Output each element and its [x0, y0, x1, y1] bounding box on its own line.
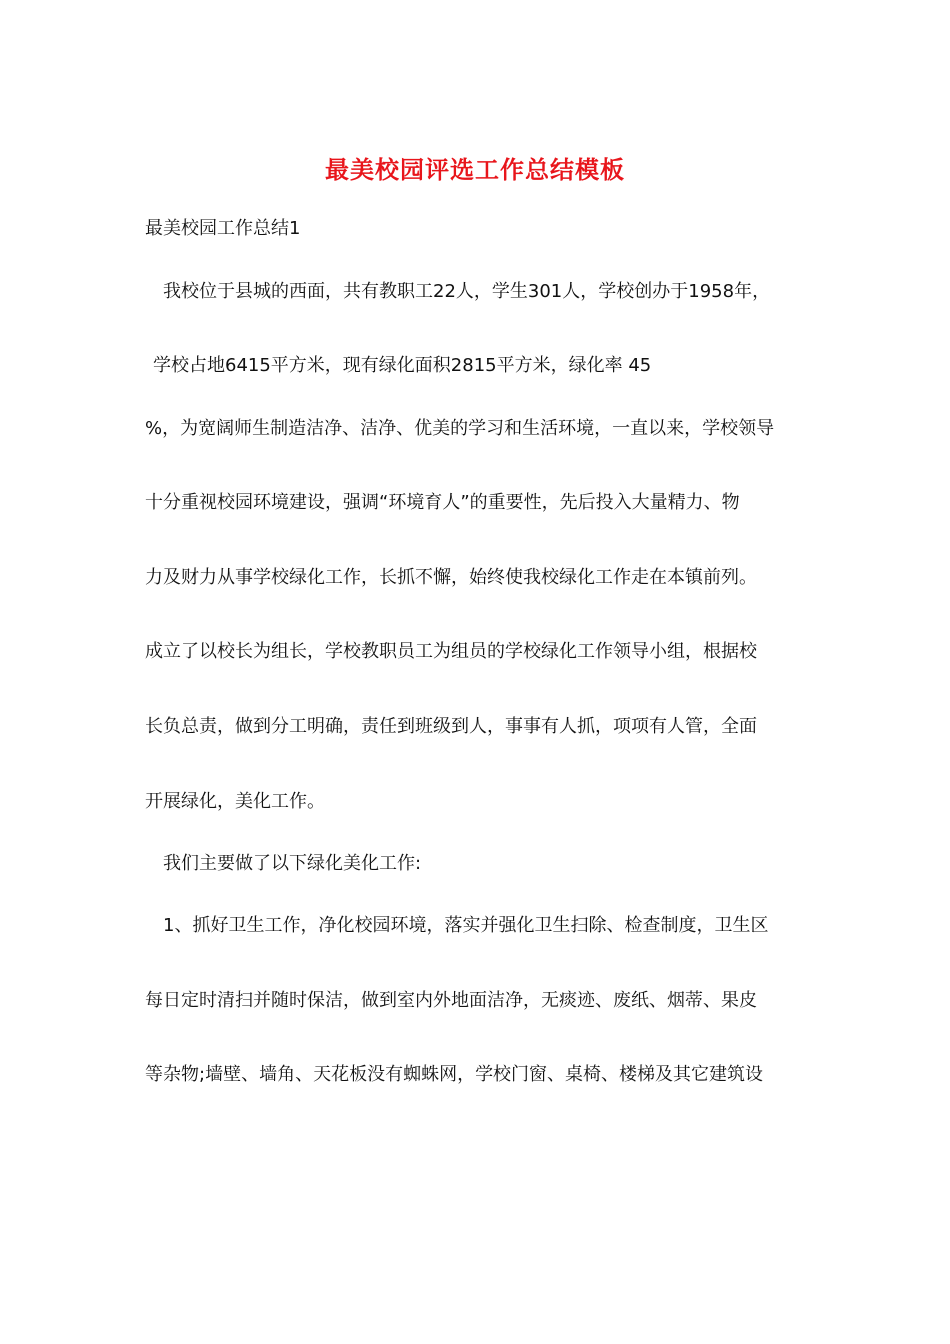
text-line: 力及财力从事学校绿化工作，长抓不懈，始终使我校绿化工作走在本镇前列。: [145, 567, 757, 588]
text-line: 开展绿化，美化工作。: [145, 791, 325, 812]
text-line: 学校占地6415平方米，现有绿化面积2815平方米，绿化率 45: [153, 355, 652, 376]
text-line: %，为宽阔师生制造洁净、洁净、优美的学习和生活环境，一直以来，学校领导: [145, 418, 775, 439]
text-line: 长负总责，做到分工明确，责任到班级到人，事事有人抓，项项有人管，全面: [145, 716, 757, 737]
text-line: 我校位于县城的西面，共有教职工22人，学生301人，学校创办于1958年，: [163, 281, 771, 302]
text-line: 十分重视校园环境建设，强调“环境育人”的重要性，先后投入大量精力、物: [145, 492, 740, 513]
text-line: 等杂物;墙壁、墙角、天花板没有蜘蛛网，学校门窗、桌椅、楼梯及其它建筑设: [145, 1064, 764, 1085]
section-heading: 最美校园工作总结1: [145, 218, 301, 239]
document-title: 最美校园评选工作总结模板: [325, 155, 625, 184]
text-line: 1、抓好卫生工作，净化校园环境，落实并强化卫生扫除、检查制度，卫生区: [163, 915, 769, 936]
text-line: 我们主要做了以下绿化美化工作:: [163, 853, 422, 874]
text-line: 每日定时清扫并随时保洁，做到室内外地面洁净，无痰迹、废纸、烟蒂、果皮: [145, 990, 757, 1011]
text-line: 成立了以校长为组长，学校教职员工为组员的学校绿化工作领导小组，根据校: [145, 641, 757, 662]
